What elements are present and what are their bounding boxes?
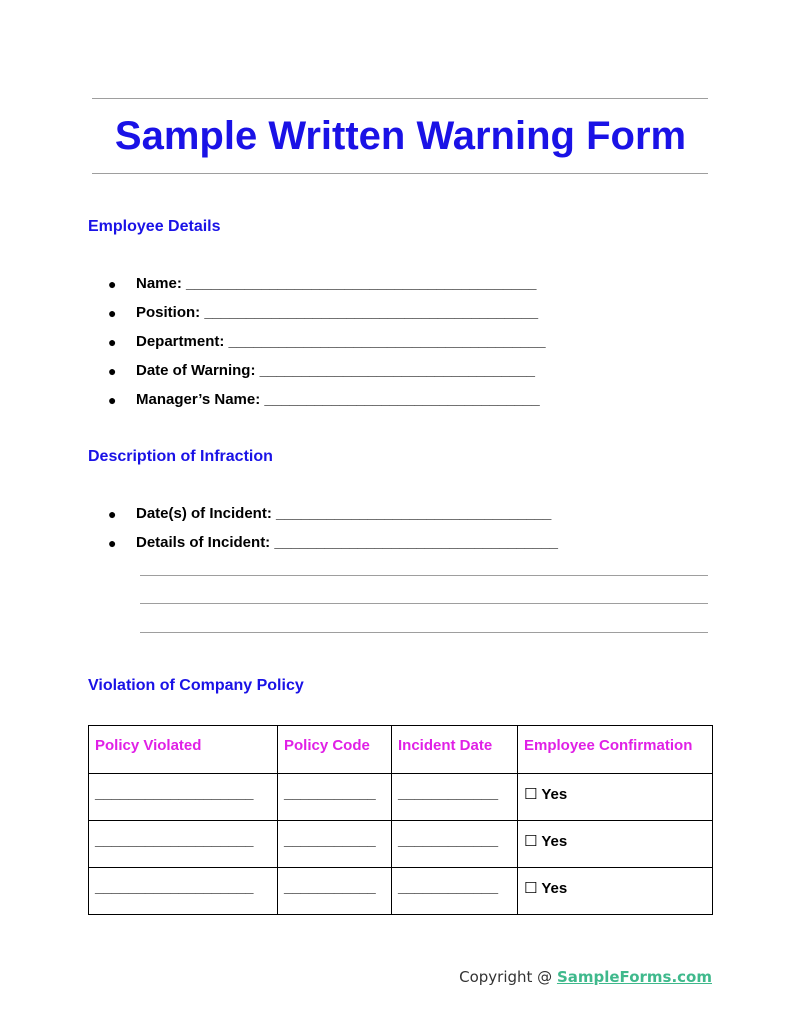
policy-violated-cell[interactable]: ___________________ <box>89 821 278 868</box>
field-label: Name: <box>136 275 182 292</box>
col-policy-code: Policy Code <box>278 726 392 774</box>
position-field[interactable] <box>108 303 546 332</box>
col-policy-violated: Policy Violated <box>89 726 278 774</box>
date-of-warning-field[interactable] <box>108 361 546 390</box>
copyright-prefix: Copyright @ <box>459 968 557 986</box>
incident-dates-field[interactable] <box>108 504 558 533</box>
policy-code-cell[interactable]: ___________ <box>278 821 392 868</box>
details-writing-line[interactable] <box>140 632 708 633</box>
employee-details-heading: Employee Details <box>88 218 221 235</box>
employee-details-list <box>108 274 546 419</box>
bullet-icon: ● <box>108 334 117 350</box>
col-incident-date: Incident Date <box>392 726 518 774</box>
page-title: Sample Written Warning Form <box>114 114 687 158</box>
col-employee-confirmation: Employee Confirmation <box>518 726 713 774</box>
bullet-icon: ● <box>108 392 117 408</box>
field-blank[interactable]: _________________________________ <box>276 505 552 522</box>
table-row <box>89 774 713 821</box>
table-header-row <box>89 726 713 774</box>
policy-violated-cell[interactable]: ___________________ <box>89 774 278 821</box>
field-blank[interactable]: __________________________________________ <box>186 275 537 292</box>
table-row <box>89 868 713 915</box>
field-blank[interactable]: ________________________________________ <box>204 304 539 321</box>
bullet-icon: ● <box>108 305 117 321</box>
incident-date-cell[interactable]: ____________ <box>392 821 518 868</box>
field-blank[interactable]: ______________________________________ <box>228 333 546 350</box>
field-label: Date(s) of Incident: <box>136 505 272 522</box>
yes-checkbox[interactable]: ☐ Yes <box>518 821 713 868</box>
policy-violated-cell[interactable]: ___________________ <box>89 868 278 915</box>
field-label: Department: <box>136 333 225 350</box>
copyright-footer <box>459 968 712 986</box>
policy-code-cell[interactable]: ___________ <box>278 774 392 821</box>
top-divider <box>92 98 708 99</box>
policy-violation-heading: Violation of Company Policy <box>88 677 304 694</box>
table-row <box>89 821 713 868</box>
bullet-icon: ● <box>108 535 117 551</box>
field-label: Position: <box>136 304 201 321</box>
field-blank[interactable]: _________________________________ <box>264 391 540 408</box>
details-writing-line[interactable] <box>140 575 708 576</box>
brand-link[interactable]: SampleForms.com <box>556 968 712 986</box>
yes-checkbox[interactable]: ☐ Yes <box>518 774 713 821</box>
infraction-heading: Description of Infraction <box>88 448 273 465</box>
field-label: Date of Warning: <box>136 362 256 379</box>
bullet-icon: ● <box>108 276 117 292</box>
name-field[interactable] <box>108 274 546 303</box>
managers-name-field[interactable] <box>108 390 546 419</box>
yes-checkbox[interactable]: ☐ Yes <box>518 868 713 915</box>
field-label: Manager’s Name: <box>136 391 261 408</box>
incident-date-cell[interactable]: ____________ <box>392 774 518 821</box>
infraction-list <box>108 504 558 562</box>
field-blank[interactable]: __________________________________ <box>274 534 558 551</box>
incident-details-field[interactable] <box>108 533 558 562</box>
department-field[interactable] <box>108 332 546 361</box>
title-divider <box>92 173 708 174</box>
policy-code-cell[interactable]: ___________ <box>278 868 392 915</box>
field-blank[interactable]: _________________________________ <box>259 362 535 379</box>
field-label: Details of Incident: <box>136 534 271 551</box>
incident-date-cell[interactable]: ____________ <box>392 868 518 915</box>
details-writing-line[interactable] <box>140 603 708 604</box>
bullet-icon: ● <box>108 506 117 522</box>
policy-violation-table <box>88 725 713 915</box>
bullet-icon: ● <box>108 363 117 379</box>
